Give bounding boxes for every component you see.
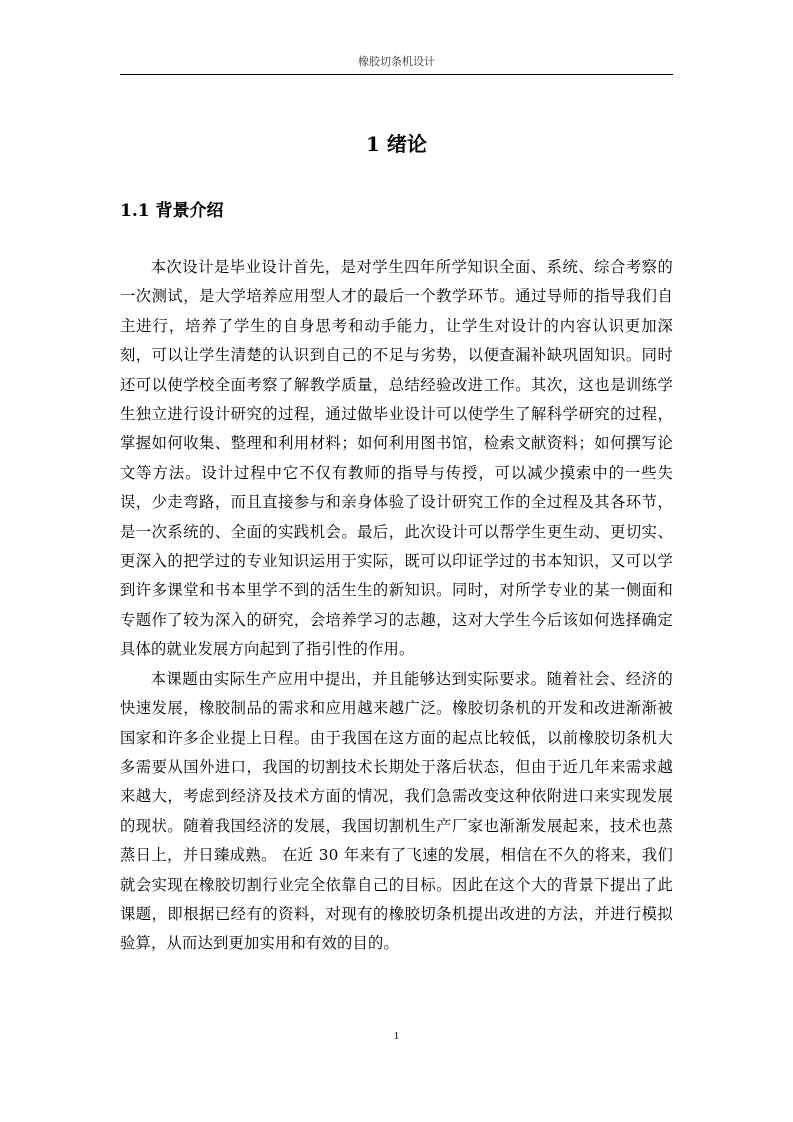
running-header: 橡胶切条机设计 <box>358 55 435 68</box>
header-divider <box>120 74 673 75</box>
section-title: 1.1 背景介绍 <box>120 201 224 221</box>
chapter-title: 1 绪论 <box>366 132 427 156</box>
body-text <box>120 253 673 959</box>
paragraph-1: 本次设计是毕业设计首先，是对学生四年所学知识全面、系统、综合考察的一次测试，是大学培养应用型人才的最后一个教学环节。通过导师的指导我们自主进行，培养了学生的自身思考和动手能力，让学生对设计的内容认识更加深刻，可以让学生清楚的认识到自己的不足与劣势，以便查漏补缺巩固知识。同时还可以使学校全面考察了解教学质量，总结经验改进工作。其次，这也是训练学生独立进行设计研究的过程，通过做毕业设计可以使学生了解科学研究的过程，掌握如何收集、整理和利用材料；如何利用图书馆，检索文献资料；如何撰写论文等方法。设计过程中它不仅有教师的指导与传授，可以减少摸索中的一些失误，少走弯路，而且直接参与和亲身体验了设计研究工作的全过程及其各环节，是一次系统的、全面的实践机会。最后，此次设计可以帮学生更生动、更切实、更深入的把学过的专业知识运用于实际，既可以印证学过的书本知识，又可以学到许多课堂和书本里学不到的活生生的新知识。同时，对所学专业的某一侧面和专题作了较为深入的研究，会培养学习的志趣，这对大学生今后该如何选择确定具体的就业发展方向起到了指引性的作用。 <box>120 258 673 659</box>
page-number: 1 <box>393 1030 400 1042</box>
paragraph-2: 本课题由实际生产应用中提出，并且能够达到实际要求。随着社会、经济的快速发展，橡胶制品的需求和应用越来越广泛。橡胶切条机的开发和改进渐渐被国家和许多企业提上日程。由于我国在这方面的起点比较低，以前橡胶切条机大多需要从国外进口，我国的切割技术长期处于落后状态，但由于近几年来需求越来越大，考虑到经济及技术方面的情况，我们急需改变这种依附进口来实现发展的现状。随着我国经济的发展，我国切割机生产厂家也渐渐发展起来，技术也蒸蒸日上，并日臻成熟。 在近 30 年来有了飞速的发展，相信在不久的将来，我们就会实现在橡胶切割行业完全依靠自己的目标。因此在这个大的背景下提出了此课题，即根据已经有的资料，对现有的橡胶切条机提出改进的方法，并进行模拟验算，从而达到更加实用和有效的目的。 <box>120 669 673 953</box>
